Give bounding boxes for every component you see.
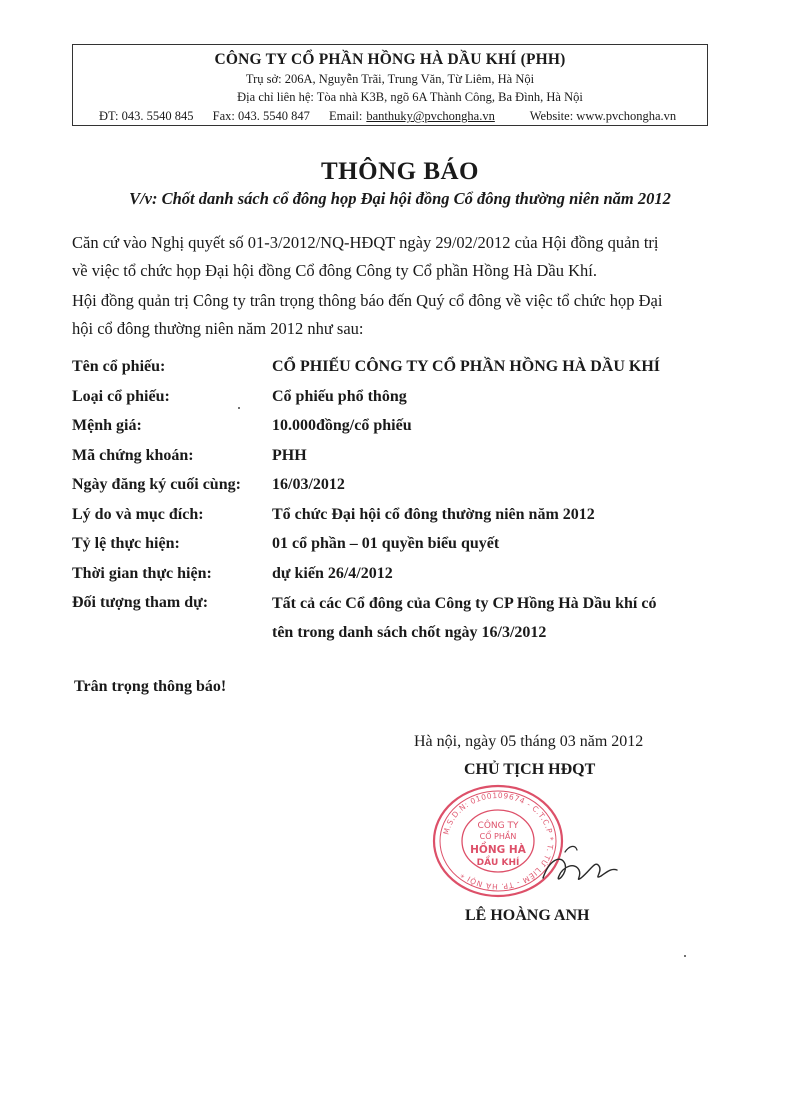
info-label: Đối tượng tham dự: xyxy=(72,594,209,611)
info-value xyxy=(272,589,712,647)
signer-name: LÊ HOÀNG ANH xyxy=(465,907,590,924)
paragraph-announcement xyxy=(72,287,712,343)
seal-center-text xyxy=(470,819,527,868)
info-row-par-value xyxy=(72,417,712,447)
info-value-line: tên trong danh sách chốt ngày 16/3/2012 xyxy=(272,624,547,641)
info-value: 16/03/2012 xyxy=(272,476,345,493)
contact-address: Địa chỉ liên hệ: Tòa nhà K3B, ngõ 6A Thành Công, Ba Đình, Hà Nội xyxy=(237,90,583,104)
info-value: 01 cổ phần – 01 quyền biểu quyết xyxy=(272,535,500,552)
email-label: Email: xyxy=(329,109,363,123)
info-value: 10.000đồng/cổ phiếu xyxy=(272,417,412,434)
info-value: Cổ phiếu phổ thông xyxy=(272,387,407,405)
info-label: Thời gian thực hiện: xyxy=(72,564,212,582)
contact-details xyxy=(99,109,676,124)
info-label: Ngày đăng ký cuối cùng: xyxy=(72,476,241,493)
info-value: PHH xyxy=(272,446,307,464)
info-value-line: Tất cả các Cổ đông của Công ty CP Hồng Hà Dầu khí có xyxy=(272,595,657,612)
info-row-record-date xyxy=(72,476,712,506)
info-row-stock-name xyxy=(72,358,712,388)
company-name: CÔNG TY CỔ PHẦN HỒNG HÀ DẦU KHÍ (PHH) xyxy=(214,51,566,68)
paragraph-line: Căn cứ vào Nghị quyết số 01-3/2012/NQ-HĐQT ngày 29/02/2012 của Hội đồng quản trị xyxy=(72,233,659,252)
email-block xyxy=(329,109,511,123)
info-row-participants xyxy=(72,594,712,647)
scan-speck xyxy=(238,407,240,409)
info-value: CỔ PHIẾU CÔNG TY CỔ PHẦN HỒNG HÀ DẦU KHÍ xyxy=(272,358,661,375)
info-label: Tỷ lệ thực hiện: xyxy=(72,535,180,552)
date-line: Hà nội, ngày 05 tháng 03 năm 2012 xyxy=(414,733,644,750)
info-row-ticker xyxy=(72,447,712,477)
info-label: Mã chứng khoán: xyxy=(72,446,194,464)
company-header xyxy=(72,44,708,126)
document-title: THÔNG BÁO xyxy=(321,158,479,185)
info-row-stock-type xyxy=(72,388,712,418)
info-row-ratio xyxy=(72,535,712,565)
closing-remark: Trân trọng thông báo! xyxy=(74,678,227,695)
info-label: Loại cổ phiếu: xyxy=(72,387,170,405)
phone-number: ĐT: 043. 5540 845 xyxy=(99,109,194,123)
document-subject: V/v: Chốt danh sách cổ đông họp Đại hội đồng Cổ đông thường niên năm 2012 xyxy=(129,189,671,208)
paragraph-resolution xyxy=(72,229,712,285)
info-value: dự kiến 26/4/2012 xyxy=(272,564,393,582)
info-label: Lý do và mục đích: xyxy=(72,505,204,523)
info-label: Mệnh giá: xyxy=(72,417,142,434)
scan-speck xyxy=(684,955,686,957)
fax-number: Fax: 043. 5540 847 xyxy=(212,109,310,123)
email-address[interactable]: banthuky@pvchongha.vn xyxy=(366,109,495,123)
paragraph-line: Hội đồng quản trị Công ty trân trọng thông báo đến Quý cổ đông về việc tổ chức họp Đại xyxy=(72,291,663,310)
info-row-purpose xyxy=(72,506,712,536)
chairman-title: CHỦ TỊCH HĐQT xyxy=(464,761,596,778)
website[interactable]: Website: www.pvchongha.vn xyxy=(529,109,677,123)
handwritten-signature xyxy=(535,840,625,895)
seal-line: CÔNG TY xyxy=(477,821,519,831)
stock-info-table xyxy=(72,358,712,647)
paragraph-line: về việc tổ chức họp Đại hội đồng Cổ đông Công ty Cổ phần Hồng Hà Dầu Khí. xyxy=(72,261,597,280)
seal-line: DẦU KHÍ xyxy=(476,858,520,868)
paragraph-line: hội cổ đông thường niên năm 2012 như sau: xyxy=(72,319,364,338)
seal-line: CỔ PHẦN xyxy=(479,832,517,841)
info-label: Tên cổ phiếu: xyxy=(72,358,166,375)
seal-outer-text: M.S.D.N: 0100109674 - C.T.C.P * T. TỪ LIÊM - TP. HÀ NỘI * xyxy=(441,790,556,892)
headquarters-address: Trụ sở: 206A, Nguyễn Trãi, Trung Văn, Từ Liêm, Hà Nội xyxy=(245,72,535,86)
seal-line: HỒNG HÀ xyxy=(470,844,526,856)
info-value: Tổ chức Đại hội cổ đông thường niên năm 2012 xyxy=(272,505,595,523)
